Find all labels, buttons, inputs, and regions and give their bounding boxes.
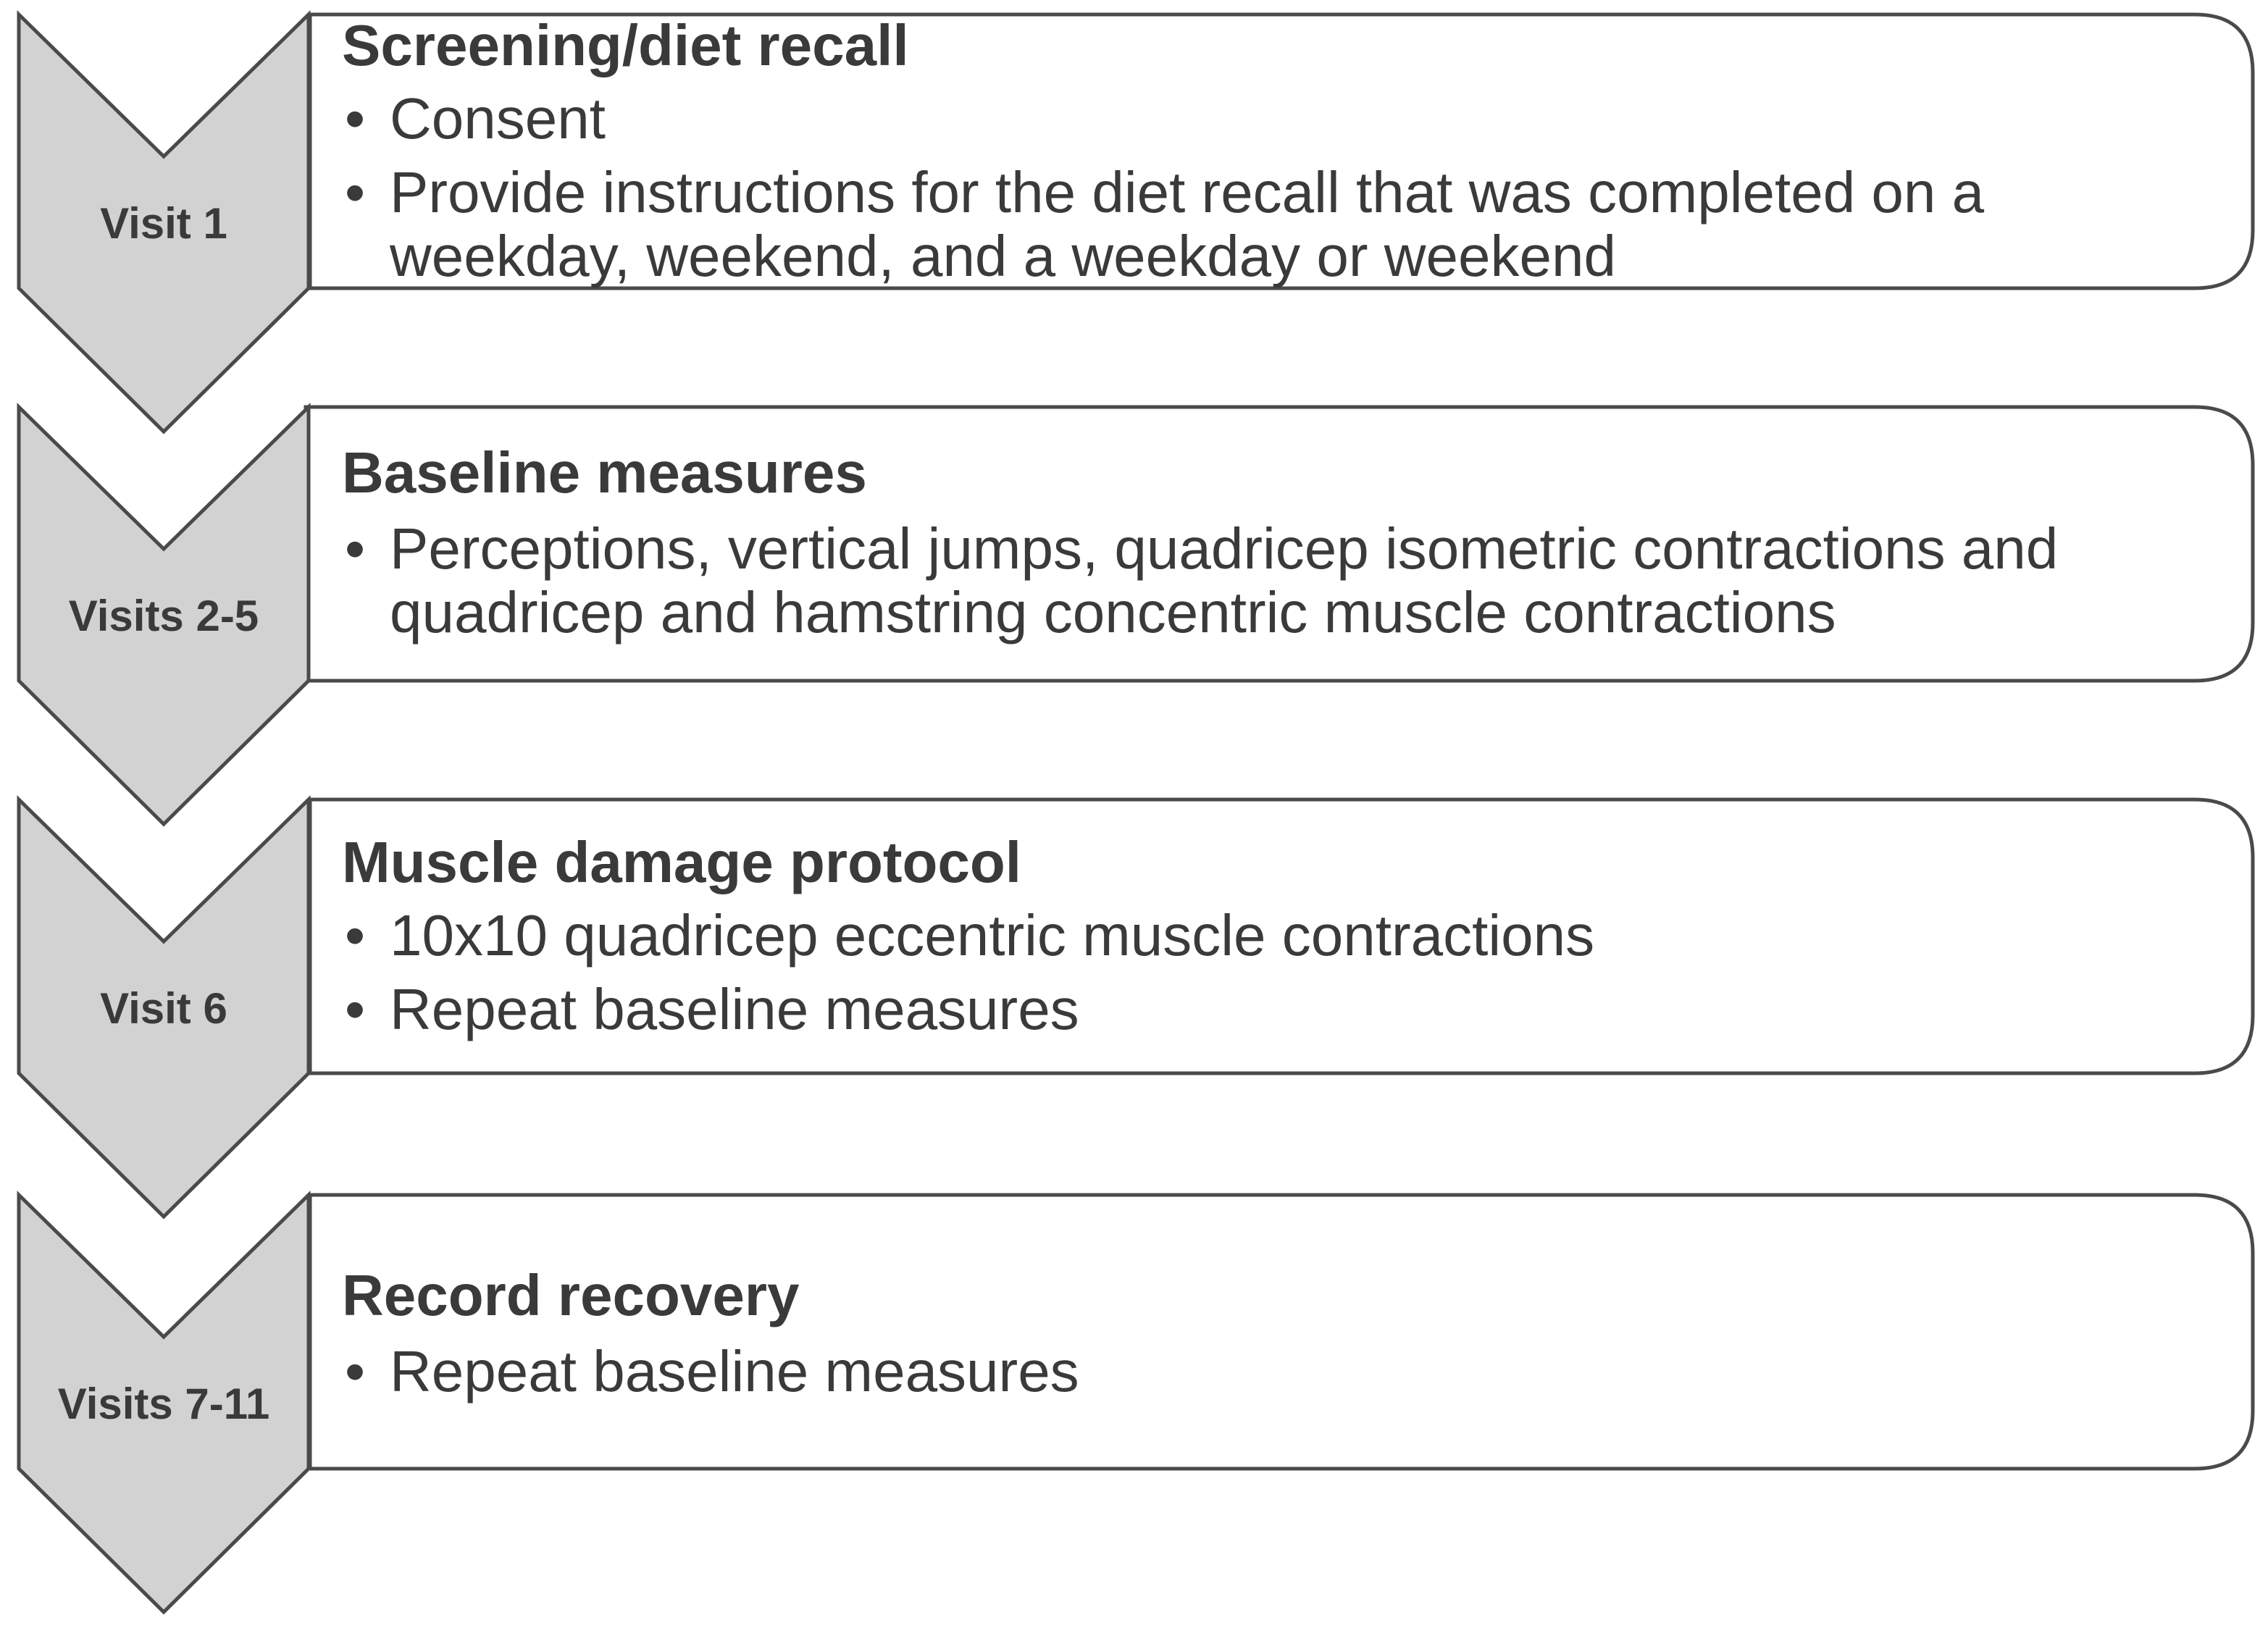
- list-item: [342, 161, 2211, 288]
- bullet-icon: •: [345, 160, 366, 225]
- bullet-icon: •: [345, 1339, 366, 1403]
- step-4-list: [342, 1340, 2211, 1403]
- list-item-text: Repeat baseline measures: [390, 977, 1079, 1041]
- list-item-text: Consent: [390, 86, 606, 151]
- bullet-icon: •: [345, 516, 366, 581]
- visit-label-3: Visit 6: [100, 984, 227, 1033]
- list-item-text: 10x10 quadricep eccentric muscle contractions: [390, 903, 1595, 968]
- list-item: [342, 1340, 2211, 1403]
- step-3-title: Muscle damage protocol: [342, 830, 1021, 894]
- step-2-content: [342, 440, 2211, 645]
- step-3-content: [342, 830, 2211, 1041]
- bullet-icon: •: [345, 903, 366, 968]
- visit-label-4: Visits 7-11: [57, 1380, 270, 1428]
- list-item: [342, 517, 2211, 645]
- step-4-title: Record recovery: [342, 1263, 800, 1327]
- step-2-list: [342, 517, 2211, 645]
- list-item-text: Perceptions, vertical jumps, quadricep isometric contractions and quadricep and hamstring concentric muscle contractions: [390, 516, 2059, 645]
- list-item: [342, 87, 2211, 151]
- bullet-icon: •: [345, 86, 366, 151]
- step-1-content: [342, 13, 2211, 288]
- step-1-list: [342, 87, 2211, 288]
- step-2-title: Baseline measures: [342, 440, 867, 505]
- list-item: [342, 978, 2211, 1041]
- visit-label-2: Visits 2-5: [68, 592, 259, 640]
- list-item-text: Provide instructions for the diet recall that was completed on a weekday, weekend, and a weekday or weekend: [390, 160, 1985, 288]
- visit-label-1: Visit 1: [100, 199, 227, 248]
- list-item: [342, 904, 2211, 968]
- step-3-list: [342, 904, 2211, 1041]
- step-4-content: [342, 1263, 2211, 1403]
- bullet-icon: •: [345, 977, 366, 1041]
- list-item-text: Repeat baseline measures: [390, 1339, 1079, 1403]
- step-1-title: Screening/diet recall: [342, 13, 909, 77]
